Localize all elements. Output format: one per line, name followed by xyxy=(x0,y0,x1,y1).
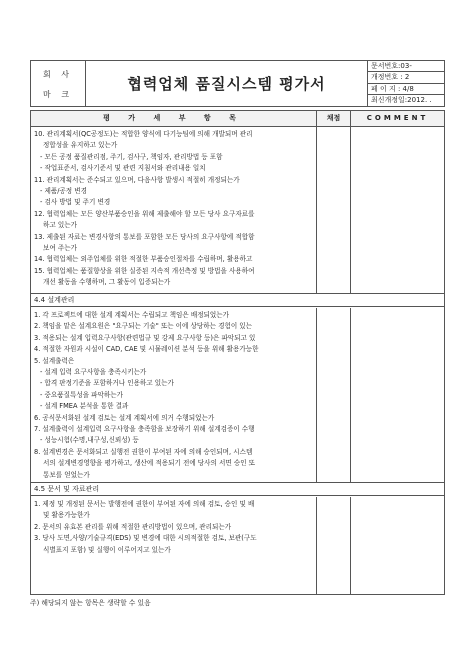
evaluation-item-line: 13. 제출된 자료는 변경사항의 통보를 포함한 모든 당사의 요구사항에 적합함 xyxy=(34,232,255,241)
evaluation-table xyxy=(30,110,445,595)
comment-column-header: COMMENT xyxy=(366,114,429,122)
evaluation-item-line: 통보를 얻었는가 xyxy=(43,470,90,479)
evaluation-item-line: - 제품/공정 변경 xyxy=(40,187,88,196)
evaluation-item-line: 3. 당사 도면,사양/기술규격(EDS) 및 변경에 대한 시의적절한 검토, 보관(구도 xyxy=(34,534,257,543)
footnote: 주) 해당되지 않는 항목은 생략할 수 있음 xyxy=(30,599,151,607)
section-heading-4-5: 4.5 문서 및 자료관리 xyxy=(31,483,444,496)
comment-cell[interactable] xyxy=(351,308,444,482)
evaluation-item-line: 식별표지 포함) 및 실행이 이루어지고 있는가 xyxy=(43,545,171,554)
evaluation-item-line: - 작업표준서, 검사기준서 및 관련 지침서와 관리내용 일치 xyxy=(40,164,206,173)
evaluation-item-line: - 합격 판정기준을 포함하거나 인용하고 있는가 xyxy=(40,379,174,388)
evaluation-item-line: 1. 각 프로젝트에 대한 설계 계획서는 수립되고 책임은 배정되었는가 xyxy=(34,311,230,319)
items-column-header: 평 가 세 부 항 목 xyxy=(31,111,317,126)
logo-label-line2: 마 크 xyxy=(43,90,73,99)
document-meta xyxy=(368,61,444,106)
evaluation-item-line: 6. 공식문서화된 설계 검토는 설계 계획서에 의거 수행되었는가 xyxy=(34,413,215,422)
evaluation-item-line: 정합성을 유지하고 있는가 xyxy=(43,141,118,150)
evaluation-item-line: 11. 관리계획서는 준수되고 있으며, 다음사항 발생시 적절히 개정되는가 xyxy=(34,175,240,184)
evaluation-item-line: 2. 문서의 유효본 관리를 위해 적절한 관리방법이 있으며, 관리되는가 xyxy=(34,522,232,531)
document-title: 협력업체 품질시스템 평가서 xyxy=(86,61,368,106)
page-number: 페 이 지 : 4/8 xyxy=(368,84,444,95)
comment-cell[interactable] xyxy=(351,497,444,594)
item-text-cell xyxy=(31,308,317,482)
evaluation-item-line: 15. 협력업체는 품질향상을 위한 실증된 지속적 개선측정 및 방법을 사용하여 xyxy=(34,266,255,275)
doc-number: 문서번호:03- xyxy=(368,61,444,72)
evaluation-item-line: 5. 설계출력은 xyxy=(34,356,75,365)
evaluation-item-line: 3. 적용되는 설계 입력요구사항(관련법규 및 강제 요구사항 등)은 파악되고 있 xyxy=(34,333,256,342)
item-block-3 xyxy=(31,497,444,594)
logo-label-line1: 회 사 xyxy=(43,70,73,79)
evaluation-item-line: - 설계 입력 요구사항을 충족시키는가 xyxy=(40,368,147,377)
evaluation-item-line: 12. 협력업체는 모든 양산부품승인을 위해 제출해야 할 모든 당사 요구자료를 xyxy=(34,209,255,218)
evaluation-item-line: 및 활용가능한가 xyxy=(43,511,90,520)
evaluation-item-line: 보여 주는가 xyxy=(43,244,77,253)
item-block-2 xyxy=(31,308,444,483)
evaluation-item-line: 14. 협력업체는 외주업체를 위한 적절한 부품승인절차를 수립하며, 활용하고 xyxy=(34,255,253,264)
evaluation-item-line: 하고 있는가 xyxy=(43,221,77,230)
evaluation-item-line: 7. 설계출력이 설계입력 요구사항을 충족함을 보장하기 위해 설계검증이 수행 xyxy=(34,425,255,434)
item-text-cell xyxy=(31,497,317,594)
evaluation-item-line: - 성능시험(수명,내구성,신뢰성) 등 xyxy=(40,436,139,445)
evaluation-item-line: 2. 책임을 맡은 설계요원은 "요구되는 기술" 또는 이에 상당하는 경험이 있는 xyxy=(34,322,253,331)
item-block-1 xyxy=(31,127,444,294)
evaluation-item-line: 1. 제정 및 개정된 문서는 발행전에 권한이 부여된 자에 의해 검토, 승인 및 배 xyxy=(34,500,255,508)
evaluation-item-line: 서의 설계변경영향을 평가하고, 생산에 적용되기 전에 당사의 서면 승인 또 xyxy=(43,459,256,468)
evaluation-item-line: - 중요품질특성을 파악하는가 xyxy=(40,390,124,399)
table-header-row xyxy=(31,111,444,127)
score-cell[interactable] xyxy=(317,497,351,594)
evaluation-item-line: - 설계 FMEA 분석을 통한 결과 xyxy=(40,402,129,411)
form-header xyxy=(30,60,445,107)
evaluation-item-line: 개선 활동을 수행하며, 그 활동이 입증되는가 xyxy=(43,278,171,287)
comment-cell[interactable] xyxy=(351,127,444,293)
evaluation-item-line: 10. 관리계획서(QC공정도)는 적합한 양식에 다기능팀에 의해 개발되며 관리 xyxy=(34,130,253,138)
evaluation-item-line: 8. 설계변경은 문서화되고 실행전 권한이 부여된 자에 의해 승인되며, 시스템 xyxy=(34,447,253,456)
item-text-cell xyxy=(31,127,317,293)
score-column-header: 채점 xyxy=(317,111,351,126)
section-heading-4-4: 4.4 설계관리 xyxy=(31,294,444,307)
score-cell[interactable] xyxy=(317,127,351,293)
revision-number: 개정번호 : 2 xyxy=(368,72,444,83)
company-logo-box xyxy=(31,61,86,106)
score-cell[interactable] xyxy=(317,308,351,482)
last-revision-date: 최신개정일:2012. . xyxy=(371,95,432,104)
evaluation-item-line: - 검사 방법 및 주기 변경 xyxy=(40,198,111,207)
evaluation-item-line: - 모든 공정 품질관리점, 주기, 검사구, 책임자, 관리방법 등 포함 xyxy=(40,152,223,161)
evaluation-item-line: 4. 적절한 자원과 시설이 CAD, CAE 및 시뮬레이션 분석 등을 위해 활용가능한 xyxy=(34,345,259,354)
